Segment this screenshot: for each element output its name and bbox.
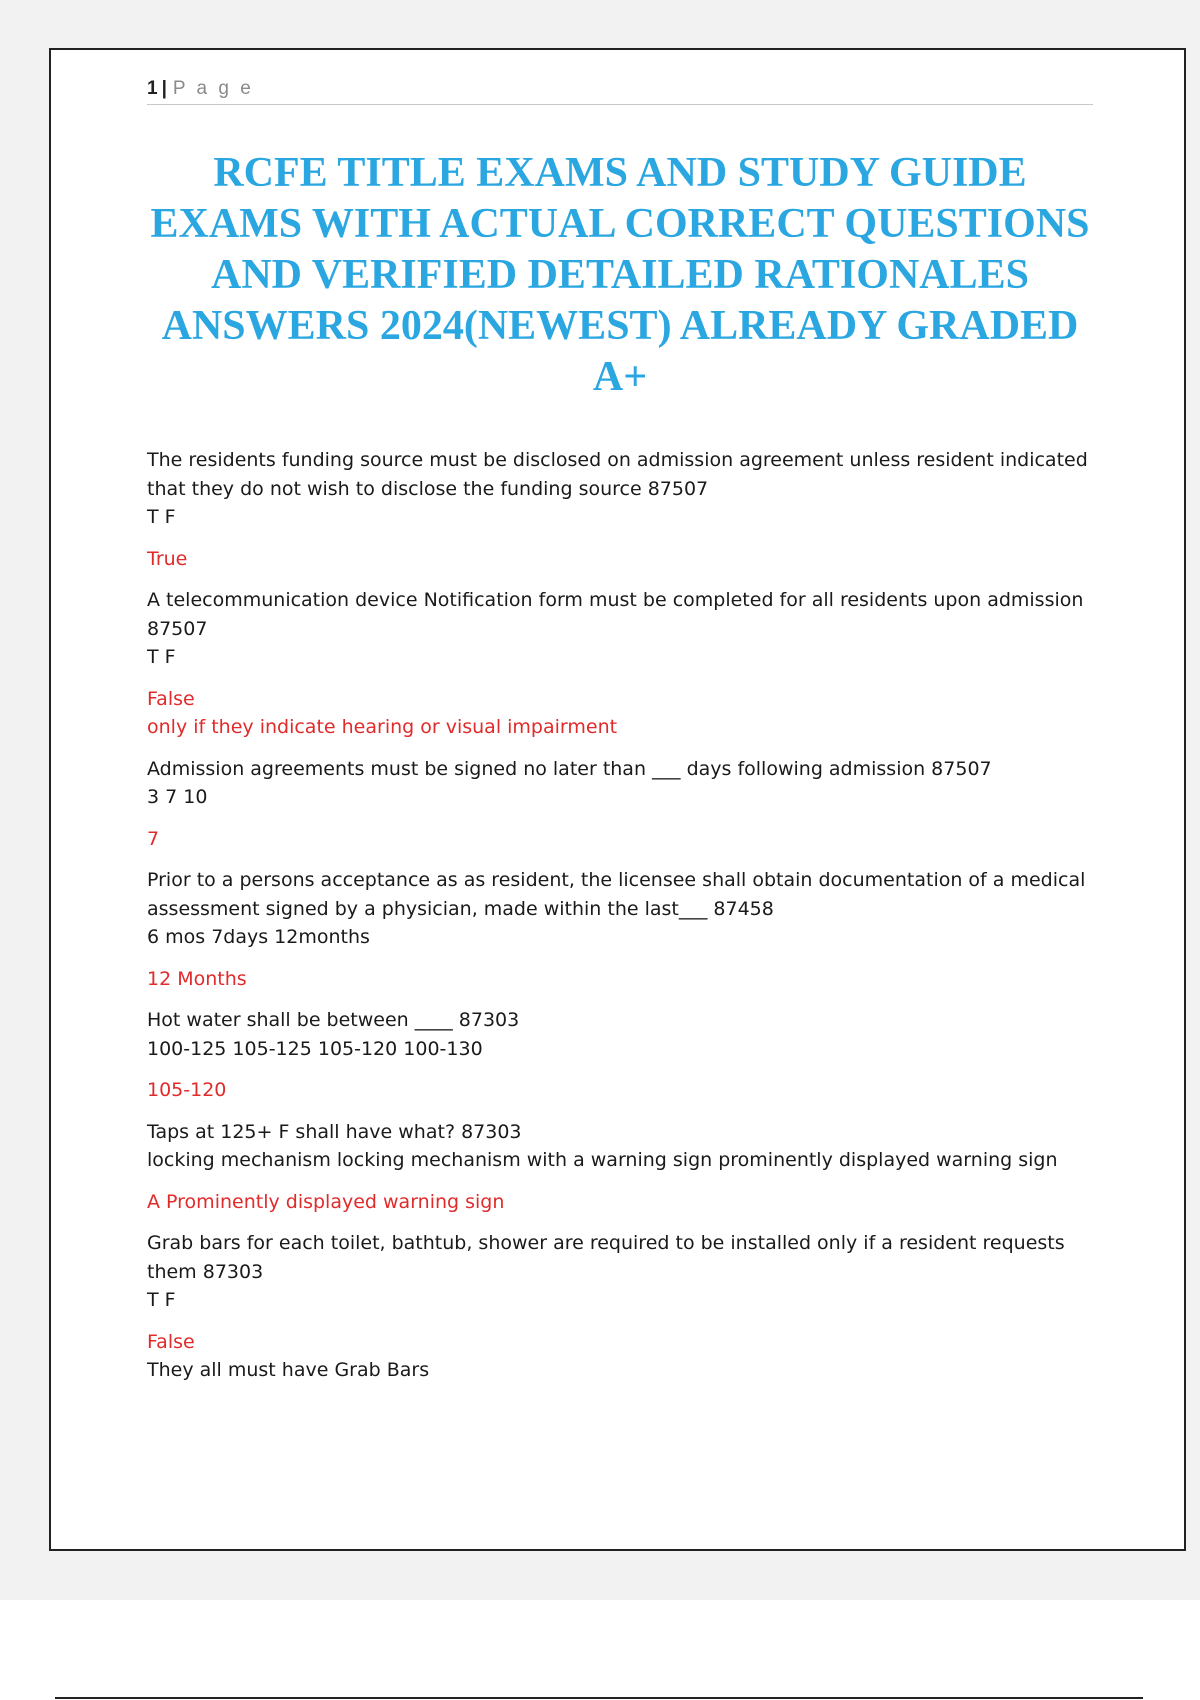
- question-options: T F: [147, 506, 176, 528]
- question-options: 3 7 10: [147, 786, 208, 808]
- answer-text: False: [147, 1330, 195, 1353]
- answer-text: 105-120: [147, 1079, 227, 1101]
- answer-text: A Prominently displayed warning sign: [147, 1190, 505, 1213]
- question-options: T F: [147, 646, 176, 668]
- page-header: [147, 74, 1093, 105]
- question-item: [147, 755, 1093, 854]
- question-options: T F: [147, 1289, 176, 1311]
- question-options: locking mechanism locking mechanism with a warning sign prominently displayed warning sign: [147, 1149, 1058, 1171]
- next-page-edge: [55, 1697, 1143, 1699]
- answer-text: 7: [147, 827, 160, 850]
- question-item: [147, 1229, 1093, 1385]
- page-number: 1: [147, 78, 158, 99]
- document-title: RCFE TITLE EXAMS AND STUDY GUIDE EXAMS WITH ACTUAL CORRECT QUESTIONS AND VERIFIED DETAILED RATIONALES ANSWERS 2024(NEWEST) ALREADY GRADED A+: [150, 150, 1090, 400]
- document-page: [49, 48, 1186, 1551]
- question-text: Grab bars for each toilet, bathtub, shower are required to be installed only if a resident requests them 87303: [147, 1232, 1065, 1283]
- question-options: 100-125 105-125 105-120 100-130: [147, 1037, 483, 1060]
- answer-text: 12 Months: [147, 967, 247, 990]
- question-item: [147, 1118, 1093, 1217]
- question-item: [147, 866, 1093, 993]
- question-item: [147, 446, 1093, 573]
- question-text: Taps at 125+ F shall have what? 87303: [147, 1120, 522, 1143]
- answer-text: False: [147, 687, 195, 710]
- question-text: Admission agreements must be signed no later than ___ days following admission 87507: [147, 757, 992, 780]
- question-options: 6 mos 7days 12months: [147, 926, 370, 948]
- question-item: [147, 586, 1093, 742]
- page-label: P a g e: [172, 78, 254, 99]
- question-item: [147, 1006, 1093, 1105]
- header-separator: |: [161, 78, 167, 99]
- question-text: The residents funding source must be disclosed on admission agreement unless resident indicated that they do not wish to disclose the funding source 87507: [147, 449, 1088, 500]
- answer-rationale: They all must have Grab Bars: [147, 1359, 430, 1381]
- question-text: Prior to a persons acceptance as as resident, the licensee shall obtain documentation of a medical assessment signed by a physician, made within the last___ 87458: [147, 869, 1086, 920]
- answer-rationale: only if they indicate hearing or visual impairment: [147, 716, 618, 738]
- question-list: [147, 446, 1093, 1398]
- answer-text: True: [147, 547, 188, 570]
- question-text: Hot water shall be between ____ 87303: [147, 1009, 520, 1031]
- question-text: A telecommunication device Notification form must be completed for all residents upon admission 87507: [147, 589, 1084, 640]
